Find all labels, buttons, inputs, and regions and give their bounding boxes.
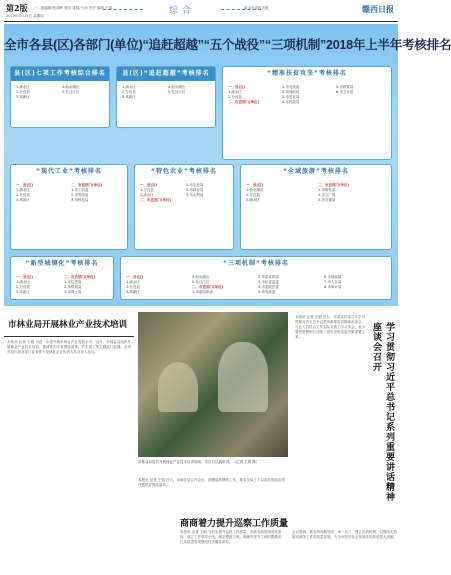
rank-subheading: 一、县(区) xyxy=(228,85,246,89)
rank-subheading: 一、县(区) xyxy=(16,275,34,279)
rank-item: 1.市农业局 xyxy=(186,183,204,187)
rank-item: 3.市纪委监委 xyxy=(258,280,279,284)
rank-box-heading: “新型城镇化”考核排名 xyxy=(25,260,99,267)
rank-box-heading: “特色农业”考核排名 xyxy=(151,168,217,175)
rank-item: 2.分宜县 xyxy=(122,90,136,94)
rank-item: 5.孔目江区 xyxy=(62,90,80,94)
rank-item: 2.市林业局 xyxy=(186,188,204,192)
rank-subheading: 一、县(区) xyxy=(126,275,144,279)
rank-box-heading: “现代工业”考核排名 xyxy=(36,168,102,175)
rank-box-tourism xyxy=(240,164,392,250)
rank-subheading: 一、县(区) xyxy=(140,183,158,187)
rank-list xyxy=(223,81,391,109)
training-photo xyxy=(138,312,288,457)
rank-box-poverty xyxy=(222,66,392,160)
rank-item: 6.市财政局 xyxy=(324,275,342,279)
rank-box-heading: 县(区)七项工作考核综合排名 xyxy=(11,67,109,81)
rank-list xyxy=(11,81,109,104)
page-number: 第2版 xyxy=(6,3,28,13)
rank-subheading: 二、市直部门(单位) xyxy=(140,198,172,202)
rank-item: 2.市文广局 xyxy=(318,193,336,197)
rank-item: 3.渝水区 xyxy=(246,198,260,202)
rank-item: 1.渝水区 xyxy=(16,280,30,284)
rank-box-heading: 县(区)“追赶超越”考核排名 xyxy=(117,67,215,81)
rank-item: 4.市民政局 xyxy=(282,100,300,104)
rank-item: 5.孔目江区 xyxy=(192,280,210,284)
rank-item: 3.高新区 xyxy=(16,95,30,99)
forestry-article-title: 市林业局开展林业产业技术培训 xyxy=(4,312,134,337)
rank-item: 3.高新区 xyxy=(16,198,30,202)
study-meeting-title: 学习贯彻习近平总书记系列重要讲话精神座谈会召开 xyxy=(371,322,394,502)
rank-box-heading: “全域旅游”考核排名 xyxy=(283,168,349,175)
rank-item: 1.市发改委 xyxy=(282,85,300,89)
rank-item: 7.市人社局 xyxy=(324,280,342,284)
rank-box-county-overall xyxy=(10,66,110,128)
section-tag: 综合 xyxy=(169,3,195,16)
rank-box-county-catchup xyxy=(116,66,216,128)
rank-item: 2.分宜县 xyxy=(16,90,30,94)
rank-subheading: 一、县(区) xyxy=(16,183,34,187)
rank-subheading: 二、市直部门(单位) xyxy=(318,183,350,187)
rank-item: 4.市委政法委 xyxy=(258,285,279,289)
rank-item: 2.市规划局 xyxy=(64,285,82,289)
rank-item: 2.市发改委 xyxy=(71,193,89,197)
rank-item: 3.高新区 xyxy=(126,290,140,294)
rank-item: 4.仙女湖区 xyxy=(168,85,186,89)
newspaper-logo: 赣西日报 xyxy=(362,4,394,14)
rank-item: 2.分宜县 xyxy=(16,193,30,197)
rank-box-urbanization xyxy=(10,256,114,300)
rank-subheading: 一、县(区) xyxy=(246,183,264,187)
editor-meta: 一二版编辑/张丽晖 校对 排版/王润 责任 编辑 王娟 xyxy=(34,6,112,10)
rank-box-three-mechanisms xyxy=(120,256,392,300)
rank-item: 2.分宜县 xyxy=(16,285,30,289)
rank-item: 3.高新区 xyxy=(122,95,136,99)
rank-box-heading: “精准扶贫攻坚”考核排名 xyxy=(267,70,347,77)
banner-title: 全市各县(区)各部门(单位)“追赶超越”“五个战役”“三项机制”2018年上半年考核排名 xyxy=(4,38,451,52)
rank-item: 3.市科技局 xyxy=(71,198,89,202)
rank-item: 1.仙女湖区 xyxy=(246,188,264,192)
rank-box-industry xyxy=(10,164,128,250)
issue-date: 2019年8月15日 星期四 xyxy=(6,14,44,18)
rank-item: 1.分宜县 xyxy=(140,188,154,192)
rank-item: 1.市住建局 xyxy=(64,280,82,284)
rank-item: 2.分宜县 xyxy=(126,285,140,289)
rank-item: 1.渝水区 xyxy=(16,85,30,89)
page-header xyxy=(4,2,398,22)
publisher-meta: 新余市委机关报 xyxy=(244,6,269,10)
rank-item: 3.市交通局 xyxy=(318,198,336,202)
rank-item: 1.市旅发委 xyxy=(318,188,336,192)
rank-list xyxy=(241,179,391,207)
forestry-article xyxy=(4,312,134,570)
inspection-article-body-1: 本报讯 记者 王娟 为切实提升巡察工作质量，市商务局党组高度重视，成立工作领导小组，制定整改方案，明确责任分工和时限要求，扎实推进各项整改任务落实到位。 xyxy=(180,530,285,544)
rank-item: 5.孔目江区 xyxy=(168,90,186,94)
rank-item: 2.市财政局 xyxy=(282,90,300,94)
study-meeting-body: 本报讯 记者 王娟 近日，市委宣传部召开学习贯彻习近平总书记系列重要讲话精神座谈会，与会人员结合工作实际交流了学习体会，表示要把思想和行动统一到中央和省委决策部署上来。 xyxy=(295,315,365,339)
rank-subheading: 二、市直部门(单位) xyxy=(192,285,224,289)
rank-box-agriculture xyxy=(134,164,234,250)
rank-box-heading: “三项机制”考核排名 xyxy=(223,260,289,267)
rank-item: 4.仙女湖区 xyxy=(62,85,80,89)
rank-item: 2.渝水区 xyxy=(140,193,154,197)
rank-item: 1.市工信委 xyxy=(71,188,89,192)
rank-item: 3.高新区 xyxy=(16,290,30,294)
rank-item: 2.分宜县 xyxy=(228,95,242,99)
ranking-banner xyxy=(4,24,451,306)
rank-item: 3.市国土局 xyxy=(64,290,82,294)
inspection-article-body-2: 会议强调，要坚持问题导向，举一反三，建立长效机制，以整改实效推动商务工作高质量发展，为全市经济社会发展作出新的更大贡献。 xyxy=(292,530,397,539)
rank-item: 6.市卫计委 xyxy=(336,90,354,94)
rank-subheading: 二、市直部门(单位) xyxy=(71,183,103,187)
commerce-brief: 本报讯 记者 王娟 近日，市商务局召开会议，部署巡察整改工作，要求全局上下以高度的政治责任感抓好整改落实。 xyxy=(138,478,285,487)
rank-item: 2.分宜县 xyxy=(246,193,260,197)
rank-item: 3.市水利局 xyxy=(186,193,204,197)
photo-caption: 市林业局组织开展林业产业技术培训现场，学员们认真听讲。（记者 王娟 摄） xyxy=(138,460,260,464)
rank-list xyxy=(11,271,113,299)
inspection-article-title: 商商着力提升巡察工作质量 xyxy=(180,519,289,529)
rank-item: 2.市委宣传部 xyxy=(258,275,279,279)
rank-item: 4.仙女湖区 xyxy=(192,275,210,279)
rank-item: 1.渝水区 xyxy=(122,85,136,89)
rank-item: 5.市发改委 xyxy=(258,290,276,294)
rank-list xyxy=(11,179,127,207)
rank-list xyxy=(135,179,233,207)
rank-subheading: 二、市直部门(单位) xyxy=(228,100,260,104)
rank-item: 1.渝水区 xyxy=(16,188,30,192)
forestry-article-body: 本报讯 记者 王娟 为进一步提升我市林业产业发展水平，近日，市林业局组织开展林业产业技术培训，邀请省内专家围绕油茶、竹木加工等主题进行授课，全市各县区林业部门业务骨干及林业企业负责人共百余人参加。 xyxy=(7,340,131,354)
rank-subheading: 二、市直部门(单位) xyxy=(64,275,96,279)
rank-item: 1.市委组织部 xyxy=(192,290,213,294)
rank-list xyxy=(117,81,215,104)
study-meeting-article xyxy=(292,312,398,512)
rank-item: 1.渝水区 xyxy=(228,90,242,94)
rank-item: 1.渝水区 xyxy=(126,280,140,284)
rank-list xyxy=(121,271,391,299)
rank-item: 8.市审计局 xyxy=(324,285,342,289)
rank-item: 5.市教育局 xyxy=(336,85,354,89)
rank-item: 3.市农业局 xyxy=(282,95,300,99)
